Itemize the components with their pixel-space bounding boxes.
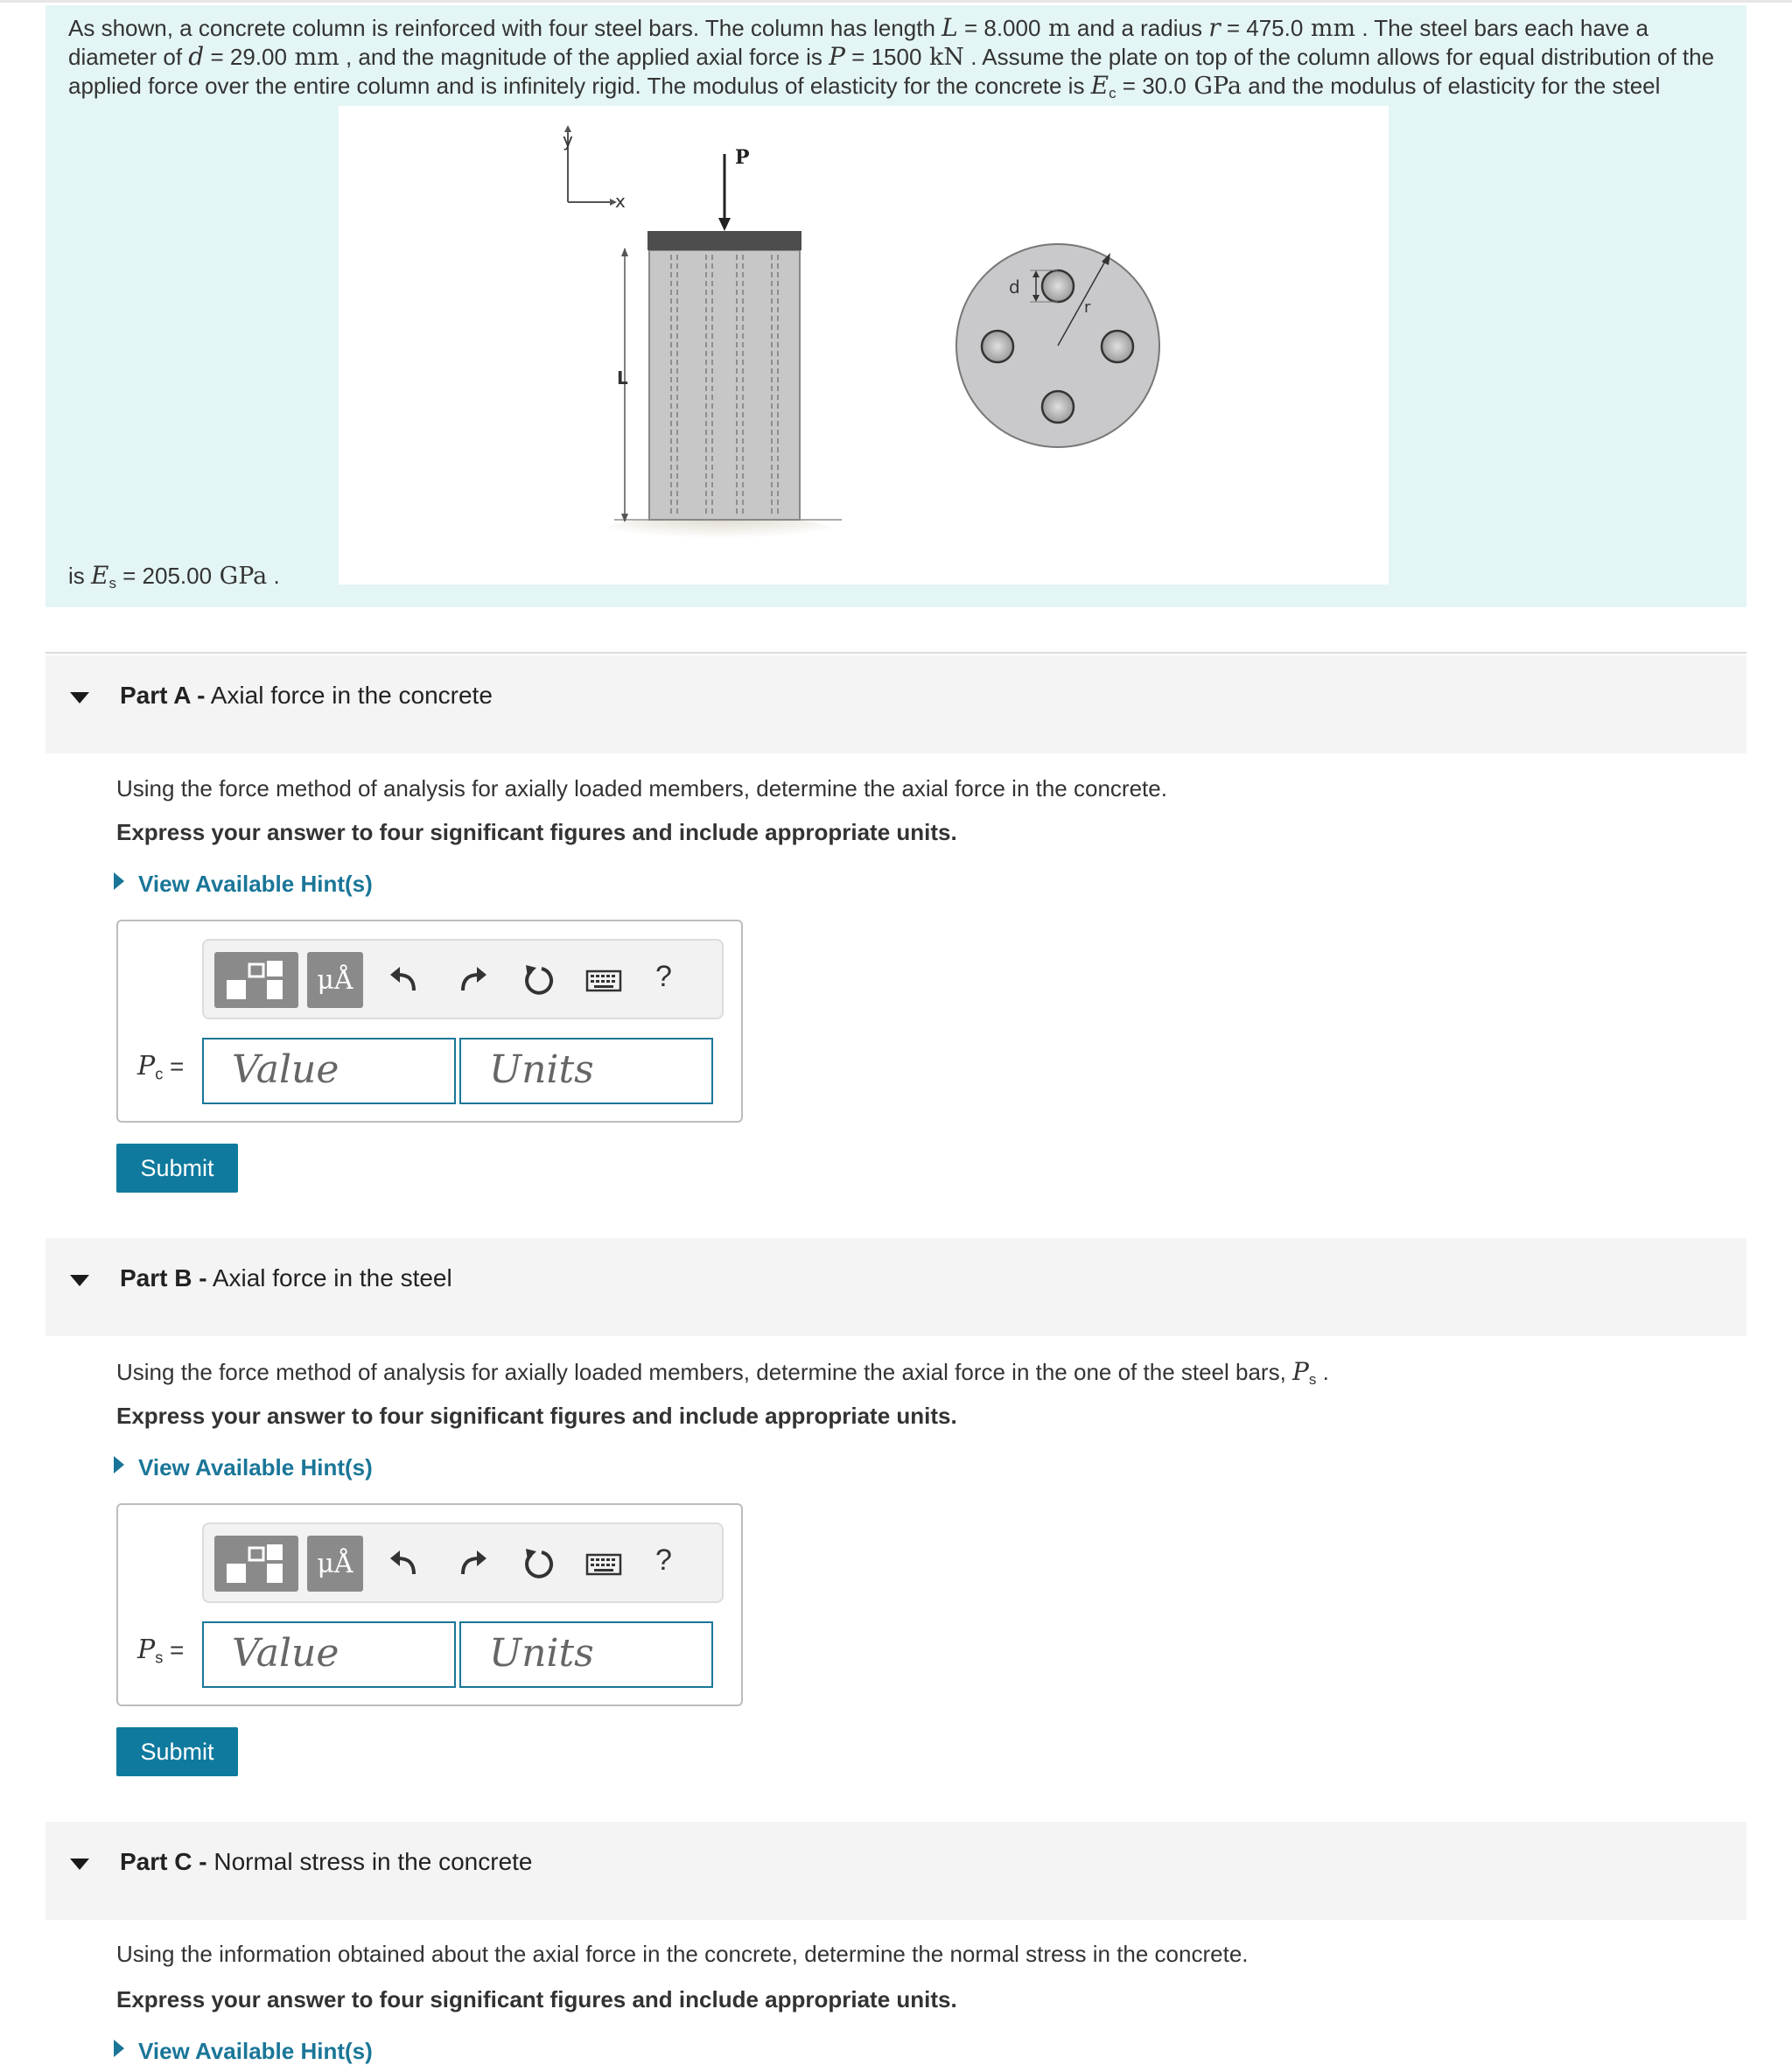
problem-text: As shown, a concrete column is reinforced with four steel bars. The column has length L = 8.000 m and a radius r = 475.0 mm . The steel bars each have a diameter of d = 29.00 mm , and the magnitude of the applied axial force is P = 1500 kN . Assume the plate on top of the column allows for equal distribution of the applied force over the entire column and is infinitely rigid. The modulus of elasticity for the concrete is $E_c = 30.0$ GPa and the modulus of elasticity for the steel: [68, 13, 1715, 102]
rigid-plate: [648, 231, 802, 250]
answer-variable: $P_c$ =: [137, 1051, 185, 1083]
keyboard-icon[interactable]: [585, 962, 622, 998]
axis-x-label: x: [615, 191, 626, 212]
templates-icon: [214, 1536, 298, 1592]
math-toolbar: [202, 1522, 724, 1603]
part-b-header[interactable]: [46, 1238, 1746, 1336]
expand-triangle-icon: [114, 2040, 124, 2057]
problem-statement: [46, 5, 1746, 607]
top-border: [0, 0, 1792, 3]
part-a-header[interactable]: [46, 655, 1746, 753]
undo-icon[interactable]: [388, 1546, 423, 1581]
units-symbols-button[interactable]: μÅ: [307, 952, 363, 1008]
reset-icon[interactable]: [521, 1546, 556, 1581]
part-a-instructions: Express your answer to four significant figures and include appropriate units.: [116, 819, 957, 845]
part-b-submit-button[interactable]: Submit: [116, 1727, 238, 1776]
length-label: L: [617, 368, 628, 388]
part-a-answer-box: [116, 920, 743, 1123]
help-button[interactable]: ?: [655, 960, 672, 993]
redo-icon[interactable]: [454, 962, 489, 998]
keyboard-icon[interactable]: [585, 1546, 622, 1581]
units-input[interactable]: Units: [459, 1038, 713, 1104]
part-a-title: Part A - Axial force in the concrete: [120, 682, 493, 709]
part-b-hint-link[interactable]: View Available Hint(s): [114, 1454, 373, 1481]
expand-triangle-icon: [114, 1456, 124, 1474]
units-symbols-button[interactable]: μÅ: [307, 1536, 363, 1592]
help-button[interactable]: ?: [655, 1544, 672, 1577]
ground: [597, 515, 842, 554]
steel-bar-right: [1102, 331, 1133, 362]
value-input[interactable]: Value: [202, 1621, 456, 1688]
diameter-label: d: [1009, 276, 1020, 298]
problem-figure: [339, 106, 1389, 584]
reset-icon[interactable]: [521, 962, 556, 998]
part-a-submit-button[interactable]: Submit: [116, 1144, 238, 1193]
steel-bar-top: [1042, 270, 1074, 302]
collapse-caret-icon[interactable]: [70, 1858, 89, 1870]
units-input[interactable]: Units: [459, 1621, 713, 1688]
collapse-caret-icon[interactable]: [70, 692, 89, 704]
answer-variable: $P_s$ =: [137, 1634, 185, 1667]
redo-icon[interactable]: [454, 1546, 489, 1581]
radius-label: r: [1084, 298, 1091, 317]
templates-icon: [214, 952, 298, 1008]
math-toolbar: [202, 939, 724, 1019]
section-divider: [46, 652, 1746, 654]
part-c-prompt: Using the information obtained about the axial force in the concrete, determine the normal stress in the concrete.: [116, 1941, 1249, 1967]
column-diagram: [339, 106, 1389, 584]
templates-button[interactable]: [214, 952, 298, 1008]
force-arrow-icon: [718, 154, 731, 231]
part-c-hint-link[interactable]: View Available Hint(s): [114, 2038, 373, 2065]
part-b-instructions: Express your answer to four significant figures and include appropriate units.: [116, 1403, 957, 1429]
part-b-answer-box: [116, 1503, 743, 1706]
concrete-column: [649, 250, 800, 520]
part-b-prompt: Using the force method of analysis for axially loaded members, determine the axial force in the one of the steel bars, $P_s$ .: [116, 1357, 1329, 1389]
part-c-instructions: Express your answer to four significant figures and include appropriate units.: [116, 1986, 957, 2012]
part-c-header[interactable]: [46, 1822, 1746, 1920]
collapse-caret-icon[interactable]: [70, 1275, 89, 1286]
part-c-title: Part C - Normal stress in the concrete: [120, 1848, 533, 1875]
part-b-title: Part B - Axial force in the steel: [120, 1264, 452, 1292]
steel-bar-bottom: [1042, 391, 1074, 423]
steel-bar-left: [982, 331, 1013, 362]
part-a-hint-link[interactable]: View Available Hint(s): [114, 871, 373, 898]
value-input[interactable]: Value: [202, 1038, 456, 1104]
part-a-prompt: Using the force method of analysis for axially loaded members, determine the axial force in the concrete.: [116, 775, 1167, 802]
expand-triangle-icon: [114, 872, 124, 890]
templates-button[interactable]: [214, 1536, 298, 1592]
problem-text-tail: is $E_s = 205.00$ GPa .: [68, 561, 280, 592]
undo-icon[interactable]: [388, 962, 423, 998]
force-label: P: [735, 146, 750, 169]
axis-y-label: y: [563, 130, 573, 150]
